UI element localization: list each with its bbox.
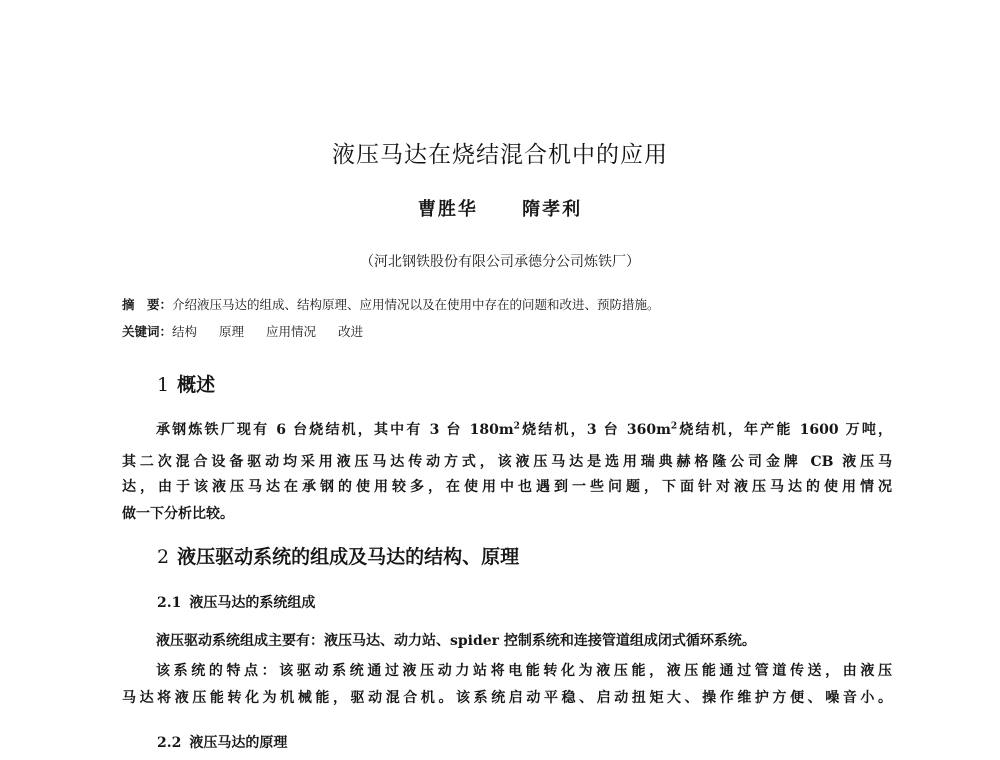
subsection-title: 液压马达的原理 — [189, 735, 288, 751]
author-name: 曹胜华 — [417, 199, 478, 220]
keyword: 结构 — [172, 324, 198, 339]
keyword: 改进 — [338, 324, 364, 339]
affiliation: （河北钢铁股份有限公司承德分公司炼铁厂） — [360, 254, 640, 270]
abstract-text: 介绍液压马达的组成、结构原理、应用情况以及在使用中存在的问题和改进、预防措施。 — [172, 297, 660, 312]
superscript: 2 — [670, 421, 678, 432]
keyword: 原理 — [219, 324, 245, 339]
section-number: 2 — [157, 546, 170, 568]
subsection-2-2-heading — [157, 732, 287, 752]
section-number: 1 — [157, 374, 170, 396]
text-run: 烧结机，3 台 360m — [519, 422, 671, 438]
keyword: 应用情况 — [266, 324, 317, 339]
keywords-label: 关键词： — [122, 324, 173, 339]
paragraph-line: 做一下分析比较。 — [122, 506, 234, 522]
paragraph-line: 液压驱动系统组成主要有：液压马达、动力站、spider 控制系统和连接管道组成闭式循环系统。 — [156, 633, 756, 649]
author-name: 隋孝利 — [522, 199, 583, 220]
subsection-number: 2.2 — [157, 735, 182, 751]
text-run: 承钢炼铁厂现有 6 台烧结机，其中有 3 台 180m — [156, 422, 514, 438]
section-1-heading — [157, 370, 215, 397]
section-title: 液压驱动系统的组成及马达的结构、原理 — [177, 546, 520, 568]
paragraph-line: 该系统的特点：该驱动系统通过液压动力站将电能转化为液压能，液压能通过管道传送，由液压 — [156, 663, 892, 679]
abstract-label: 摘 要： — [122, 297, 173, 312]
text-run: 烧结机，年产能 1600 万吨， — [677, 422, 893, 438]
section-title: 概述 — [177, 374, 216, 396]
subsection-title: 液压马达的系统组成 — [189, 595, 316, 611]
subsection-number: 2.1 — [157, 595, 182, 611]
paper-title: 液压马达在烧结混合机中的应用 — [332, 142, 668, 168]
keywords — [122, 322, 890, 340]
paragraph-line: 马达将液压能转化为机械能，驱动混合机。该系统启动平稳、启动扭矩大、操作维护方便、噪音小。 — [122, 690, 892, 706]
author-list — [0, 195, 1000, 221]
paragraph-line: 达，由于该液压马达在承钢的使用较多，在使用中也遇到一些问题，下面针对液压马达的使用情况 — [122, 479, 892, 495]
paragraph-line: 其二次混合设备驱动均采用液压马达传动方式，该液压马达是选用瑞典赫格隆公司金牌 CB 液压马 — [122, 454, 892, 470]
paragraph-line — [122, 419, 892, 441]
subsection-2-1-heading — [157, 592, 315, 612]
section-2-heading — [157, 542, 519, 569]
abstract — [122, 295, 890, 313]
superscript: 2 — [513, 421, 520, 432]
